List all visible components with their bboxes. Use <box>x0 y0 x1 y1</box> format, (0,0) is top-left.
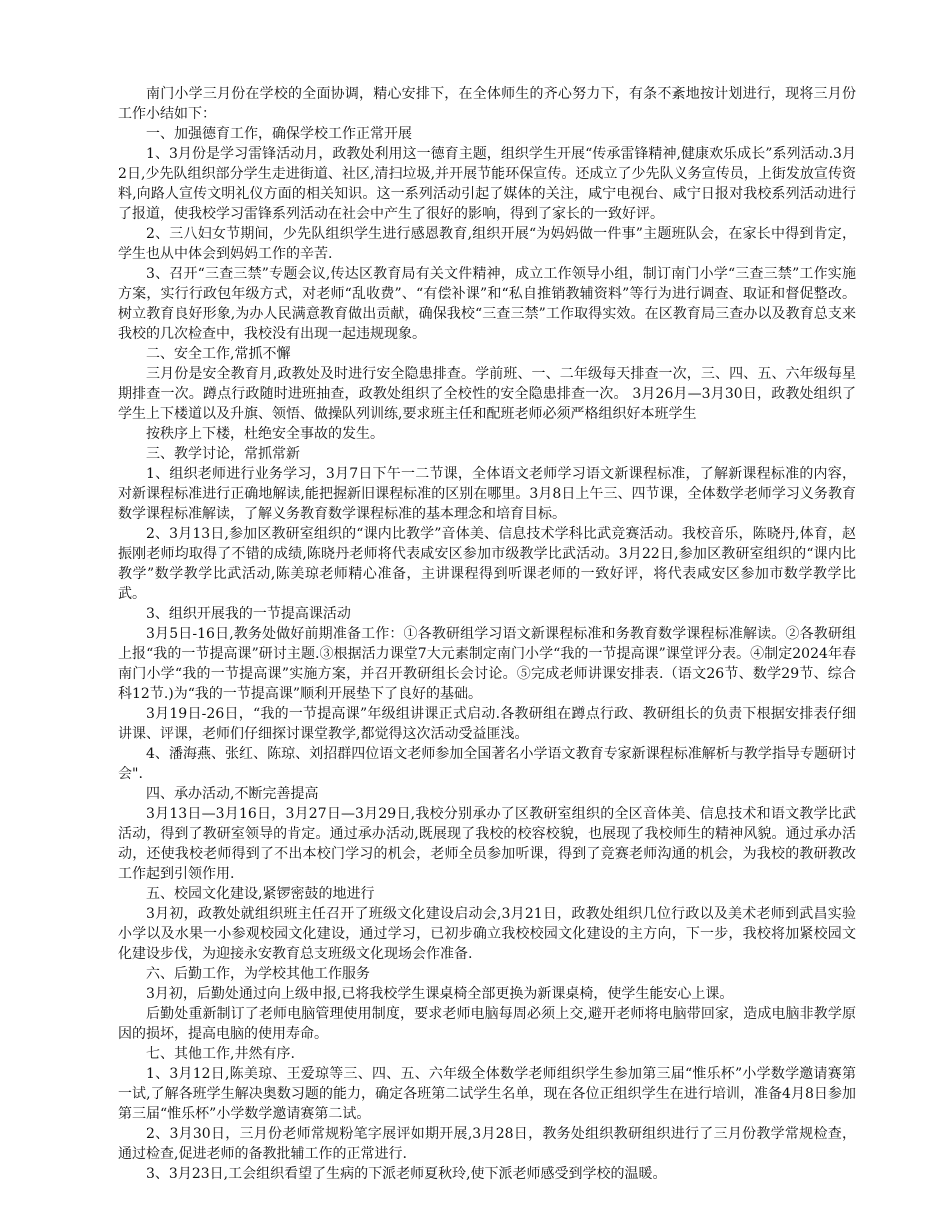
paragraph: 3、召开“三查三禁”专题会议,传达区教育局有关文件精神，成立工作领导小组，制订南门小学“三查三禁”工作实施方案，实行行政包年级方式，对老师“乱收费”、“有偿补课”和“私自推销教辅资料”等行为进行调查、取证和督促整改。树立教育良好形象,为办人民满意教育做出贡献，确保我校“三查三禁”工作取得实效。在区教育局三查办以及教育总支来我校的几次检查中，我校没有出现一起违规现象。 <box>118 266 856 342</box>
paragraph: 按秩序上下楼，杜绝安全事故的发生。 <box>146 426 384 442</box>
paragraph: 3月5日-16日,教务处做好前期准备工作：①各教研组学习语文新课程标准和务教育数学课程标准解读。②各教研组上报“我的一节提高课”研讨主题.③根据活力课堂7大元素制定南门小学“我的一节提高课”课堂评分表。④制定2024年春南门小学“我的一节提高课”实施方案，并召开教研组长会讨论。⑤完成老师讲课安排表.（语文26节、数学29节、综合科12节.)为“我的一节提高课”顺利开展垫下了良好的基础。 <box>118 626 856 702</box>
section-heading: 二、安全工作,常抓不懈 <box>146 346 291 362</box>
section-heading: 七、其他工作,井然有序. <box>146 1046 295 1062</box>
section-heading: 五、校园文化建设,紧锣密鼓的地进行 <box>146 886 375 902</box>
paragraph: 3月13日—3月16日，3月27日—3月29日,我校分别承办了区教研室组织的全区音体美、信息技术和语文教学比武活动，得到了教研室领导的肯定。通过承办活动,既展现了我校的校容校貌，也展现了我校师生的精神风貌。通过承办活动，还使我校老师得到了不出本校门学习的机会，老师全员参加听课，得到了竞赛老师沟通的机会，为我校的教研教改工作起到引领作用. <box>118 806 856 882</box>
paragraph: 3月19日-26日，“我的一节提高课”年级组讲课正式启动.各教研组在蹲点行政、教研组长的负责下根据安排表仔细讲课、评课，老师们仔细探讨课堂教学,都觉得这次活动受益匪浅。 <box>118 706 856 742</box>
section-heading: 3、组织开展我的一节提高课活动 <box>146 606 351 622</box>
paragraph: 后勤处重新制订了老师电脑管理使用制度，要求老师电脑每周必须上交,避开老师将电脑带回家，造成电脑非教学原因的损坏，提高电脑的使用寿命。 <box>118 1006 856 1042</box>
paragraph: 2、三八妇女节期间，少先队组织学生进行感恩教育,组织开展“为妈妈做一件事”主题班队会，在家长中得到肯定，学生也从中体会到妈妈工作的辛苦. <box>118 226 856 262</box>
paragraph: 2、3月30日，三月份老师常规粉笔字展评如期开展,3月28日，教务处组织教研组织进行了三月份教学常规检查，通过检查,促进老师的备教批辅工作的正常进行. <box>118 1126 856 1162</box>
paragraph: 1、组织老师进行业务学习，3月7日下午一二节课，全体语文老师学习语文新课程标准，了解新课程标准的内容，对新课程标准进行正确地解读,能把握新旧课程标准的区别在哪里。3月8日上午三、四节课，全体数学老师学习义务教育数学课程标准解读，了解义务教育数学课程标准的基本理念和培育目标。 <box>118 466 856 522</box>
document-body <box>118 84 856 1184</box>
paragraph: 三月份是安全教育月,政教处及时进行安全隐患排查。学前班、一、二年级每天排查一次，三、四、五、六年级每星期排查一次。蹲点行政随时进班抽查，政教处组织了全校性的安全隐患排查一次。 3月26月—3月30日，政教处组织了学生上下楼道以及升旗、领悟、做操队列训练,要求班主任和配班老师必须严格组织好本班学生 <box>118 366 856 422</box>
section-heading: 三、教学讨论，常抓常新 <box>146 446 300 462</box>
paragraph: 1、3月份是学习雷锋活动月，政教处利用这一德育主题，组织学生开展“传承雷锋精神,健康欢乐成长”系列活动.3月2日,少先队组织部分学生走进街道、社区,清扫垃圾,并开展节能环保宣传。还成立了少先队义务宣传员，上街发放宣传资料,向路人宣传文明礼仪方面的相关知识。这一系列活动引起了媒体的关注，咸宁电视台、咸宁日报对我校系列活动进行了报道，使我校学习雷锋系列活动在社会中产生了很好的影响，得到了家长的一致好评。 <box>118 146 856 222</box>
paragraph: 2、3月13日,参加区教研室组织的“课内比教学”音体美、信息技术学科比武竞赛活动。我校音乐，陈晓丹,体育，赵振刚老师均取得了不错的成绩,陈晓丹老师将代表咸安区参加市级教学比武活动。3月22日,参加区教研室组织的“课内比教学”数学教学比武活动,陈美琼老师精心准备，主讲课程得到听课老师的一致好评，将代表咸安区参加市数学教学比武。 <box>118 526 856 602</box>
section-heading: 一、加强德育工作，确保学校工作正常开展 <box>146 126 412 142</box>
paragraph: 3月初，政教处就组织班主任召开了班级文化建设启动会,3月21日，政教处组织几位行政以及美术老师到武昌实验小学以及水果一小参观校园文化建设，通过学习，已初步确立我校校园文化建设的主方向，下一步，我校将加紧校园文化建设步伐，为迎接永安教育总支班级文化现场会作准备. <box>118 906 856 962</box>
paragraph: 3、3月23日,工会组织看望了生病的下派老师夏秋玲,使下派老师感受到学校的温暖。 <box>146 1166 667 1182</box>
paragraph: 南门小学三月份在学校的全面协调，精心安排下，在全体师生的齐心努力下，有条不紊地按计划进行，现将三月份工作小结如下： <box>118 86 856 122</box>
paragraph: 3月初，后勤处通过向上级申报,已将我校学生课桌椅全部更换为新课桌椅，使学生能安心上课。 <box>146 986 734 1002</box>
paragraph: 1、3月12日,陈美琼、王爱琼等三、四、五、六年级全体数学老师组织学生参加第三届“惟乐杯”小学数学邀请赛第一试,了解各班学生解决奥数习题的能力，确定各班第二试学生名单，现在各位正组织学生在进行培训，准备4月8日参加第三届“惟乐杯”小学数学邀请赛第二试。 <box>118 1066 856 1122</box>
section-heading: 四、承办活动,不断完善提高 <box>146 786 319 802</box>
paragraph: 4、潘海燕、张红、陈琼、刘招群四位语文老师参加全国著名小学语文教育专家新课程标准解析与教学指导专题研讨会". <box>118 746 856 782</box>
section-heading: 六、后勤工作，为学校其他工作服务 <box>146 966 370 982</box>
